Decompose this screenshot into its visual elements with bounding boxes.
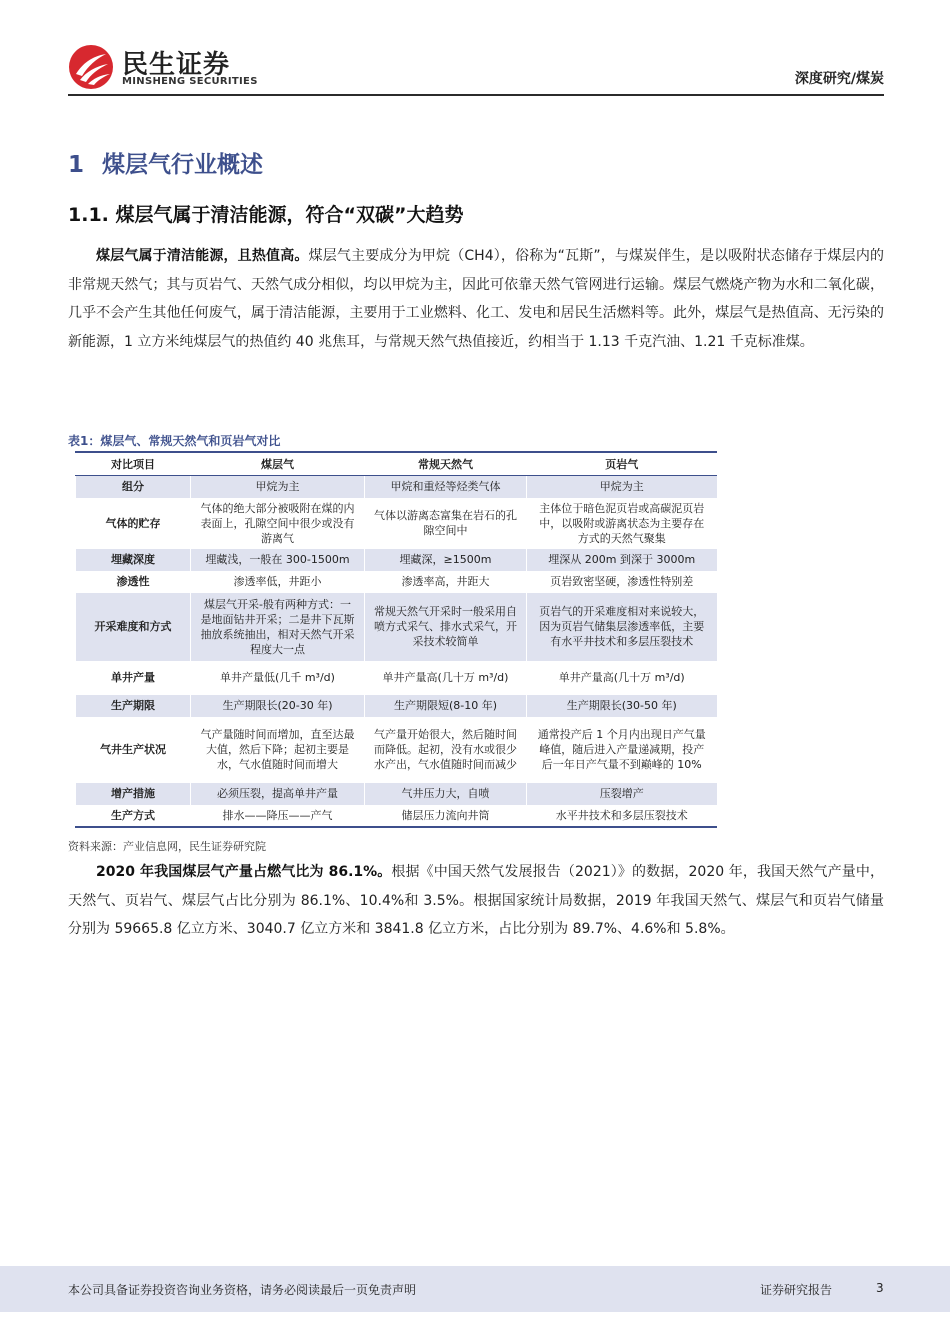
footer-report-type: 证券研究报告 bbox=[760, 1283, 833, 1297]
row-label: 组分 bbox=[76, 476, 191, 498]
header-divider bbox=[68, 94, 884, 96]
table-row bbox=[76, 783, 717, 805]
table-title: 表1：煤层气、常规天然气和页岩气对比 bbox=[68, 434, 281, 448]
minsheng-logo-icon bbox=[68, 44, 114, 90]
logo-english-name: MINSHENG SECURITIES bbox=[122, 76, 258, 87]
table-cell: 气产量随时间而增加，直至达最大值，然后下降；起初主要是水，气水值随时间而增大 bbox=[191, 717, 365, 783]
table-cell: 甲烷为主 bbox=[527, 476, 717, 498]
table-cell: 单井产量高(几十万 m³/d) bbox=[527, 661, 717, 695]
page-number: 3 bbox=[876, 1281, 884, 1295]
table-cell: 甲烷为主 bbox=[191, 476, 365, 498]
table-row bbox=[76, 661, 717, 695]
column-header: 页岩气 bbox=[527, 452, 717, 476]
table-row bbox=[76, 571, 717, 593]
row-label: 气井生产状况 bbox=[76, 717, 191, 783]
column-header: 常规天然气 bbox=[365, 452, 527, 476]
table-cell: 常规天然气开采时一般采用自喷方式采气、排水式采气，开采技术较简单 bbox=[365, 593, 527, 661]
table-cell: 气井压力大，自喷 bbox=[365, 783, 527, 805]
column-header: 对比项目 bbox=[76, 452, 191, 476]
column-header: 煤层气 bbox=[191, 452, 365, 476]
table-cell: 压裂增产 bbox=[527, 783, 717, 805]
row-label: 埋藏深度 bbox=[76, 549, 191, 571]
table-cell: 必须压裂，提高单井产量 bbox=[191, 783, 365, 805]
row-label: 渗透性 bbox=[76, 571, 191, 593]
table-cell: 单井产量高(几十万 m³/d) bbox=[365, 661, 527, 695]
row-label: 单井产量 bbox=[76, 661, 191, 695]
table-header-row bbox=[76, 452, 717, 476]
table-cell: 埋深从 200m 到深于 3000m bbox=[527, 549, 717, 571]
table-row bbox=[76, 805, 717, 827]
comparison-table bbox=[75, 451, 717, 828]
row-label: 生产期限 bbox=[76, 695, 191, 717]
section-heading bbox=[68, 146, 263, 179]
table-cell: 气体以游离态富集在岩石的孔隙空间中 bbox=[365, 498, 527, 549]
table-cell: 主体位于暗色泥页岩或高碳泥页岩中，以吸附或游离状态为主要存在方式的天然气聚集 bbox=[527, 498, 717, 549]
table-row bbox=[76, 695, 717, 717]
table-cell: 通常投产后 1 个月内出现日产气量峰值，随后进入产量递减期，投产后一年日产气量不到巅峰的 10% bbox=[527, 717, 717, 783]
section-title: 煤层气行业概述 bbox=[102, 152, 264, 178]
table-cell: 埋藏浅，一般在 300-1500m bbox=[191, 549, 365, 571]
table-cell: 储层压力流向井筒 bbox=[365, 805, 527, 827]
table-cell: 煤层气开采-般有两种方式：一是地面钻井开采；二是井下瓦斯抽放系统抽出，相对天然气开采程度大一点 bbox=[191, 593, 365, 661]
table-cell: 生产期限长(30-50 年) bbox=[527, 695, 717, 717]
table-cell: 单井产量低(几千 m³/d) bbox=[191, 661, 365, 695]
logo-chinese-name: 民生证券 bbox=[122, 50, 231, 80]
table-cell: 甲烷和重烃等烃类气体 bbox=[365, 476, 527, 498]
paragraph-intro-body: 煤层气主要成分为甲烷（CH4），俗称为“瓦斯”，与煤炭伴生，是以吸附状态储存于煤层内的非常规天然气；其与页岩气、天然气成分相似，均以甲烷为主，因此可依靠天然气管网进行运输。煤层气燃烧产物为水和二氧化碳，几乎不会产生其他任何废气，属于清洁能源，主要用于工业燃料、化工、发电和居民生活燃料等。此外，煤层气是热值高、无污染的新能源，1 立方米纯煤层气的热值约 40 兆焦耳，与常规天然气热值接近，约相当于 1.13 千克汽油、1.21 千克标准煤。 bbox=[68, 248, 884, 350]
section-number: 1 bbox=[68, 152, 85, 178]
table-cell: 页岩气的开采难度相对来说较大，因为页岩气储集层渗透率低，主要有水平井技术和多层压裂技术 bbox=[527, 593, 717, 661]
report-category: 深度研究/煤炭 bbox=[794, 71, 884, 87]
paragraph-production-lead: 2020 年我国煤层气产量占燃气比为 86.1%。 bbox=[96, 864, 392, 880]
footer-disclaimer: 本公司具备证券投资咨询业务资格，请务必阅读最后一页免责声明 bbox=[68, 1283, 417, 1297]
table-cell: 页岩致密坚硬，渗透性特别差 bbox=[527, 571, 717, 593]
paragraph-intro bbox=[68, 242, 884, 356]
table-cell: 生产期限短(8-10 年) bbox=[365, 695, 527, 717]
table-cell: 生产期限长(20-30 年) bbox=[191, 695, 365, 717]
table-source: 资料来源：产业信息网，民生证券研究院 bbox=[68, 840, 266, 853]
table-cell: 水平井技术和多层压裂技术 bbox=[527, 805, 717, 827]
paragraph-intro-lead: 煤层气属于清洁能源，且热值高。 bbox=[96, 248, 309, 264]
table-cell: 渗透率低，井距小 bbox=[191, 571, 365, 593]
table-cell: 埋藏深，≥1500m bbox=[365, 549, 527, 571]
paragraph-production-body: 根据《中国天然气发展报告（2021）》的数据，2020 年，我国天然气产量中，天然气、页岩气、煤层气占比分别为 86.1%、10.4%和 3.5%。根据国家统计局数据，2019 年我国天然气、煤层气和页岩气储量分别为 59665.8 亿立方米、3040.7 亿立方米和 3841.8 亿立方米，占比分别为 89.7%、4.6%和 5.8%。 bbox=[68, 864, 884, 937]
table-row bbox=[76, 593, 717, 661]
page-header bbox=[68, 40, 884, 96]
table-cell: 渗透率高，井距大 bbox=[365, 571, 527, 593]
paragraph-production bbox=[68, 858, 884, 944]
subsection-heading: 1.1. 煤层气属于清洁能源，符合“双碳”大趋势 bbox=[68, 204, 464, 226]
table-cell: 排水——降压——产气 bbox=[191, 805, 365, 827]
table-row bbox=[76, 717, 717, 783]
row-label: 气体的贮存 bbox=[76, 498, 191, 549]
table-cell: 气体的绝大部分被吸附在煤的内表面上，孔隙空间中很少或没有游离气 bbox=[191, 498, 365, 549]
row-label: 生产方式 bbox=[76, 805, 191, 827]
table-row bbox=[76, 476, 717, 498]
row-label: 开采难度和方式 bbox=[76, 593, 191, 661]
table-row bbox=[76, 498, 717, 549]
table-cell: 气产量开始很大，然后随时间而降低。起初，没有水或很少水产出，气水值随时间而减少 bbox=[365, 717, 527, 783]
row-label: 增产措施 bbox=[76, 783, 191, 805]
table-row bbox=[76, 549, 717, 571]
